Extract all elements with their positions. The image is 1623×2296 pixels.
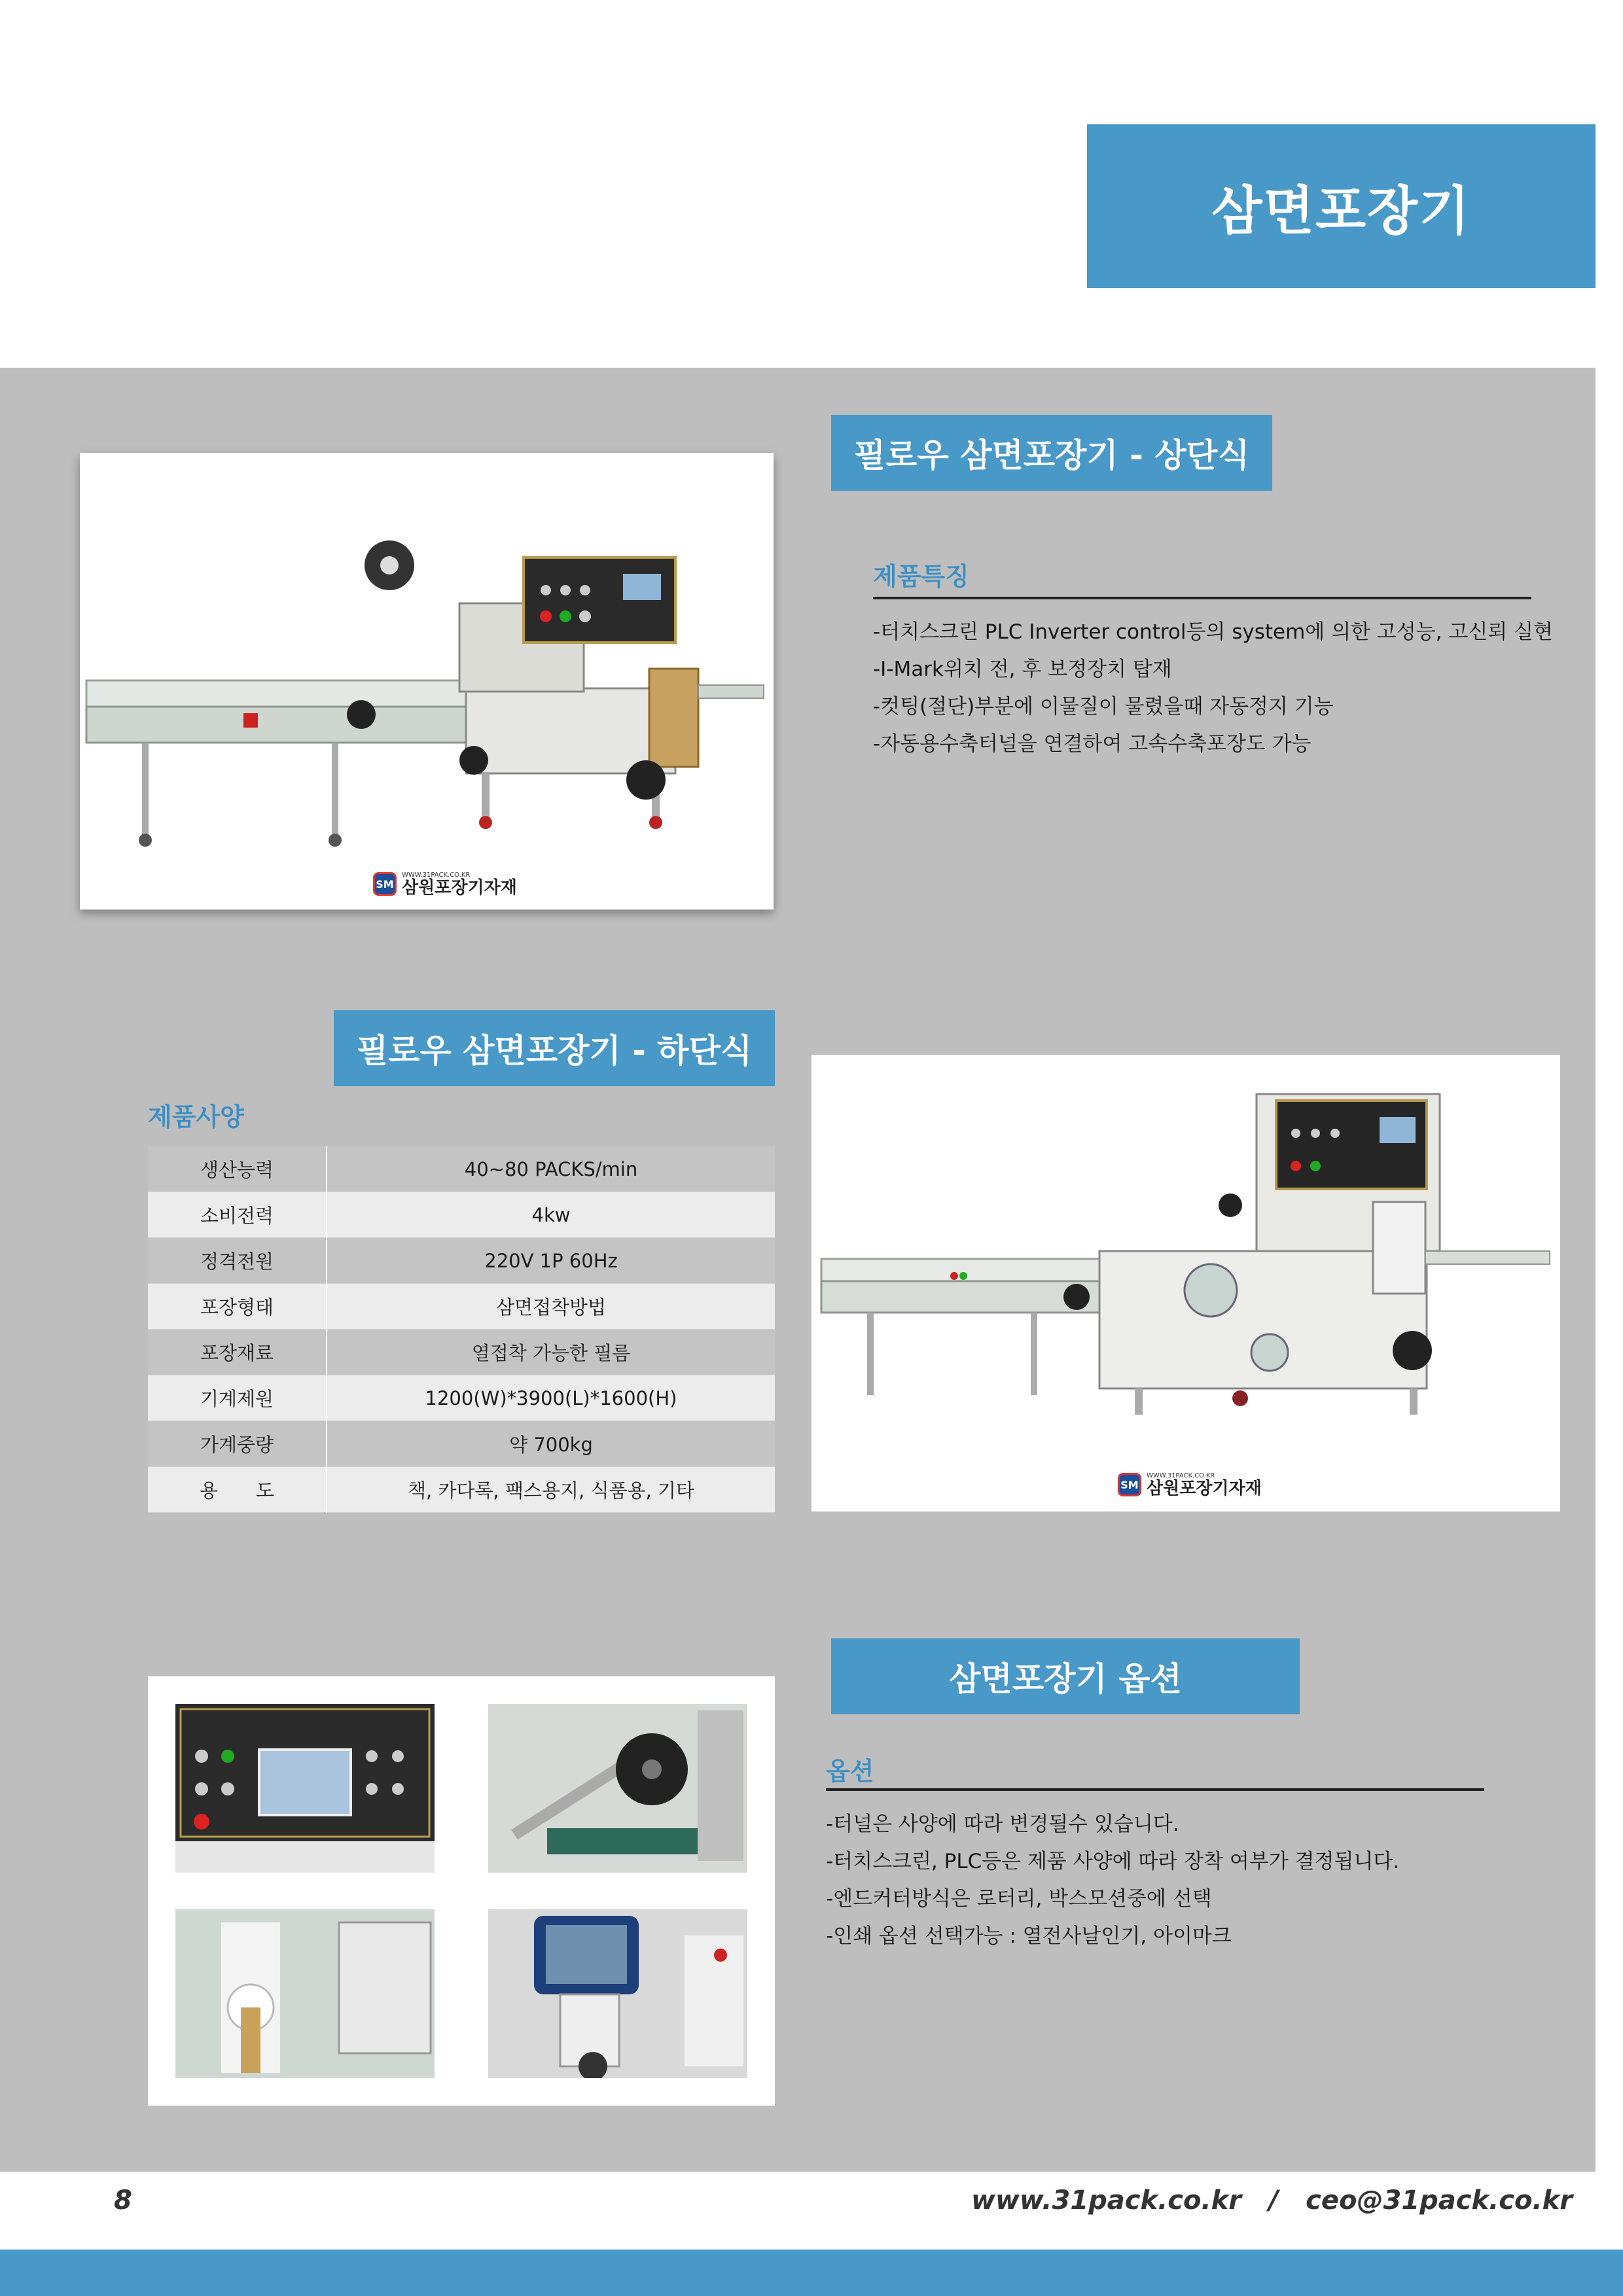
- brand-name: 삼원포장기자재: [1147, 1479, 1262, 1498]
- features-list: [873, 614, 1553, 763]
- option-item: -터치스크린, PLC등은 제품 사양에 따라 장착 여부가 결정됩니다.: [826, 1850, 1400, 1873]
- brand-url: WWW.31PACK.CO.KR: [1147, 1472, 1215, 1479]
- feature-item: -컷팅(절단)부분에 이물질이 물렸을때 자동정지 기능: [873, 695, 1334, 718]
- brand-logo-icon: SM: [373, 872, 397, 896]
- spec-heading: 제품사양: [148, 1103, 244, 1131]
- spec-row: [148, 1192, 775, 1238]
- brand-logo: [373, 872, 517, 896]
- features-rule: [873, 597, 1531, 599]
- option-item: -인쇄 옵션 선택가능 : 열전사날인기, 아이마크: [826, 1924, 1232, 1948]
- spec-row: [148, 1284, 775, 1330]
- feature-item: -자동용수축터널을 연결하여 고속수축포장도 가능: [873, 732, 1311, 756]
- spec-value: 4kw: [327, 1192, 775, 1238]
- page-number: 8: [114, 2185, 132, 2216]
- spec-row: [148, 1238, 775, 1284]
- machine-photo-top-feed: [80, 453, 774, 910]
- features-heading: 제품특징: [873, 562, 969, 591]
- brand-url: WWW.31PACK.CO.KR: [402, 872, 471, 879]
- spec-row: [148, 1330, 775, 1375]
- spec-label: 소비전력: [148, 1192, 327, 1238]
- spec-label: 기계제원: [148, 1375, 327, 1421]
- machine-illustration: [812, 1055, 1560, 1511]
- spec-value: 삼면접착방법: [327, 1284, 775, 1330]
- spec-label: 포장재료: [148, 1330, 327, 1375]
- spec-row: [148, 1421, 775, 1467]
- spec-value: 1200(W)*3900(L)*1600(H): [327, 1375, 775, 1421]
- feature-item: -터치스크린 PLC Inverter control등의 system에 의한 고성능, 고신뢰 실현: [873, 620, 1553, 644]
- options-list: [826, 1806, 1399, 1955]
- section-title-top-feed: 필로우 삼면포장기 - 상단식: [831, 415, 1272, 491]
- spec-value: 약 700kg: [327, 1421, 775, 1467]
- spec-row: [148, 1146, 775, 1192]
- footer-bar: [0, 2250, 1623, 2296]
- spec-label: 가계중량: [148, 1421, 327, 1467]
- option-item: -엔드커터방식은 로터리, 박스모션중에 선택: [826, 1887, 1212, 1911]
- option-photo-print-unit: [488, 1909, 747, 2078]
- section-title-bottom-feed: 필로우 삼면포장기 - 하단식: [334, 1010, 775, 1086]
- machine-photo-bottom-feed: [812, 1055, 1560, 1511]
- brand-logo-icon: SM: [1118, 1473, 1141, 1496]
- spec-value: 40~80 PACKS/min: [327, 1146, 775, 1192]
- spec-label: 생산능력: [148, 1146, 327, 1192]
- spec-row: [148, 1375, 775, 1421]
- options-photo-collage: [148, 1676, 775, 2106]
- options-rule: [826, 1788, 1484, 1791]
- option-photo-film-roll: [175, 1909, 435, 2078]
- spec-value: 책, 카다록, 팩스용지, 식품용, 기타: [327, 1467, 775, 1513]
- spec-row: [148, 1467, 775, 1513]
- spec-table: [148, 1146, 775, 1513]
- machine-illustration: [80, 453, 774, 910]
- spec-value: 열접착 가능한 필름: [327, 1330, 775, 1375]
- option-item: -터널은 사양에 따라 변경될수 있습니다.: [826, 1812, 1179, 1836]
- spec-label: 용 도: [148, 1467, 327, 1513]
- brand-logo: [1118, 1472, 1262, 1497]
- feature-item: -I-Mark위치 전, 후 보정장치 탑재: [873, 658, 1172, 681]
- option-photo-brush-roller: [488, 1704, 747, 1873]
- option-photo-control-panel: [175, 1704, 435, 1873]
- spec-label: 정격전원: [148, 1238, 327, 1284]
- contact-info: www.31pack.co.kr / ceo@31pack.co.kr: [971, 2185, 1573, 2216]
- options-heading: 옵션: [826, 1757, 874, 1786]
- spec-label: 포장형태: [148, 1284, 327, 1330]
- spec-value: 220V 1P 60Hz: [327, 1238, 775, 1284]
- page-title: 삼면포장기: [1087, 124, 1596, 288]
- section-title-options: 삼면포장기 옵션: [831, 1638, 1300, 1714]
- brand-name: 삼원포장기자재: [402, 878, 517, 898]
